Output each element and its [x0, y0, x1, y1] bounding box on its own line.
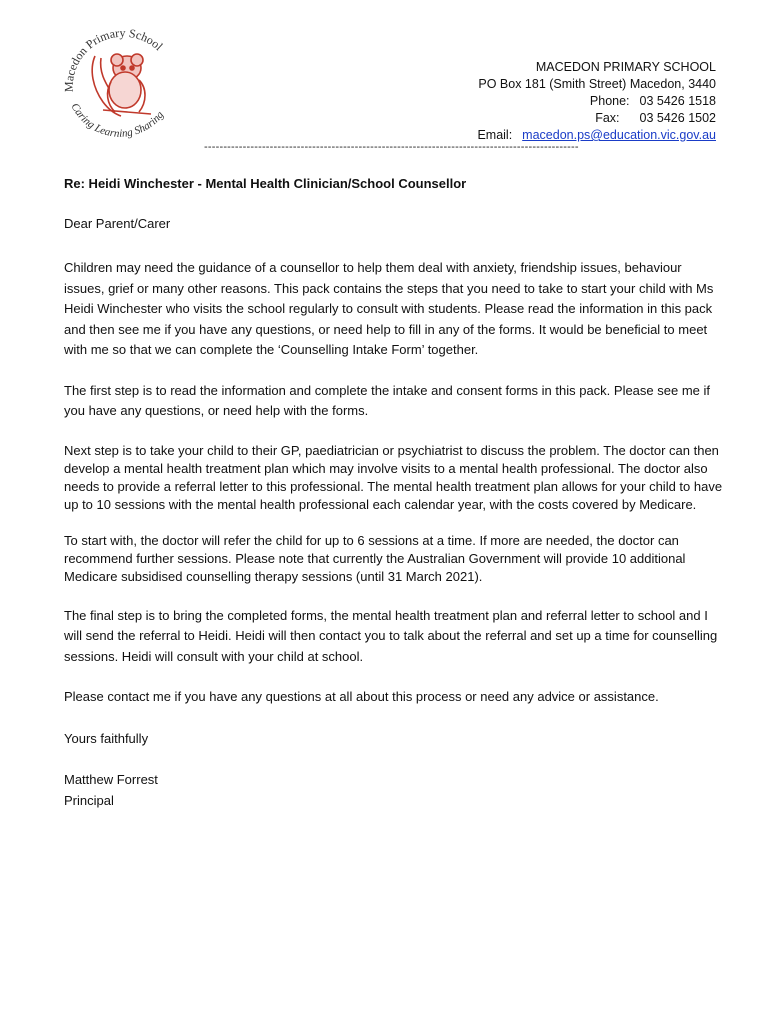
- school-address: PO Box 181 (Smith Street) Macedon, 3440: [478, 77, 716, 91]
- paragraph-next-step: Next step is to take your child to their GP, paediatrician or psychiatrist to discuss the problem. The doctor can then develop a mental health treatment plan which may involve visits to a mental health professional. The doctor also needs to provide a referral letter to this professional. The mental health treatment plan allows for your child to have up to 10 sessions with the mental health professional each calendar year, with the costs covered by Medicare.: [64, 442, 723, 512]
- paragraph-contact: Please contact me if you have any questions at all about this process or need any advice or assistance.: [64, 689, 659, 704]
- letter-closing: Yours faithfully: [64, 730, 149, 746]
- school-name: MACEDON PRIMARY SCHOOL: [535, 60, 716, 74]
- school-logo: [55, 22, 185, 144]
- email-link[interactable]: macedon.ps@education.vic.gov.au: [522, 128, 716, 142]
- koala-motif-icon: [92, 54, 151, 116]
- phone-label: Phone:: [589, 94, 630, 108]
- letter-body: [64, 174, 724, 811]
- school-seal-icon: [55, 22, 185, 144]
- phone-value: 03 5426 1518: [639, 94, 716, 108]
- paragraph-sessions: To start with, the doctor will refer the child for up to 6 sessions at a time. If more are needed, the doctor can recommend further sessions. Please note that currently the Australian Government will provide 10 additional Medicare subsidised counselling therapy sessions (until 31 March 2021).: [64, 532, 686, 584]
- school-phone-row: [477, 93, 716, 110]
- signatory-name: Matthew Forrest: [64, 771, 158, 787]
- fax-label: Fax:: [595, 111, 620, 125]
- letter-salutation: Dear Parent/Carer: [64, 216, 171, 231]
- school-fax-row: [477, 110, 716, 127]
- paragraph-first-step: The first step is to read the information and complete the intake and consent forms in this pack. Please see me if you have any questions, or need help with the forms.: [64, 382, 711, 418]
- letter-subject: Re: Heidi Winchester - Mental Health Clinician/School Counsellor: [64, 176, 467, 191]
- paragraph-intro: Children may need the guidance of a counsellor to help them deal with anxiety, friendship issues, behaviour issues, grief or many other reasons. This pack contains the steps that you need to take to start your child with Ms Heidi Winchester who visits the school regularly to consult with students. Please read the information in this pack and then see me if you have any questions, or need help to fill in any of the forms. It would be beneficial to meet with me so that we can complete the ‘Counselling Intake Form’ together.: [64, 260, 714, 357]
- fax-value: 03 5426 1502: [639, 111, 716, 125]
- paragraph-final-step: The final step is to bring the completed forms, the mental health treatment plan and referral letter to school and I will send the referral to Heidi. Heidi will then contact you to talk about the referral and set up a time for counselling sessions. Heidi will consult with your child at school.: [64, 607, 718, 664]
- header-divider: -------------------------------------------------------------------------------------------------: [204, 141, 579, 153]
- school-contact-block: [477, 59, 716, 144]
- signatory-title: Principal: [64, 792, 114, 808]
- email-label: Email:: [477, 128, 513, 142]
- logo-ring-top-text: Macedon Primary School: [61, 25, 166, 93]
- logo-ring-bottom-text: Caring Learning Sharing: [68, 101, 167, 140]
